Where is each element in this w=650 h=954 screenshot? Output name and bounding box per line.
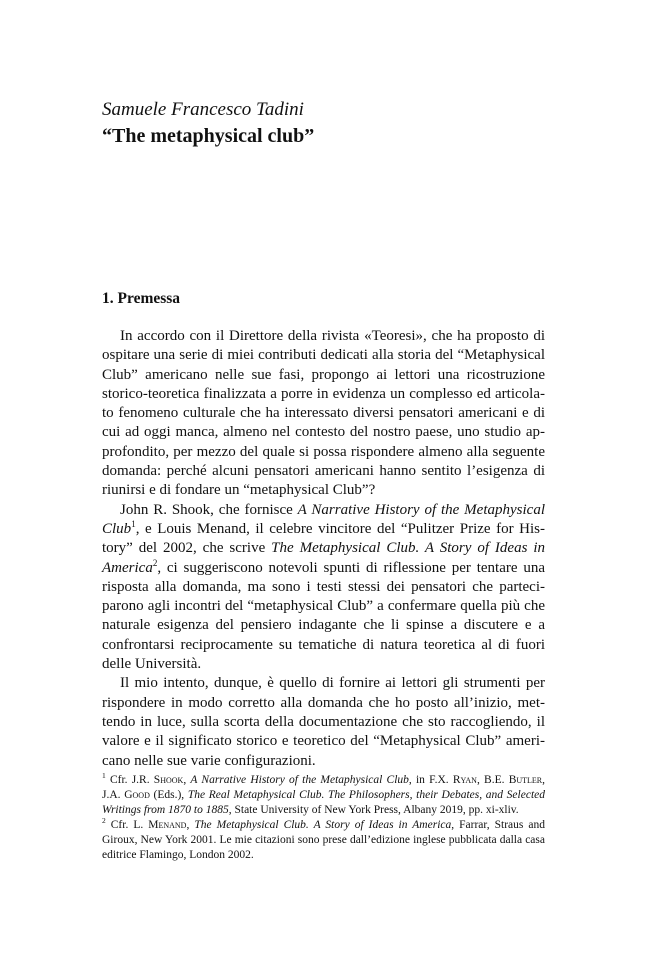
- paragraph-2-text-a: John R. Shook, che fornisce: [120, 501, 298, 518]
- footnote-1-book-title: The Real Metaphysical Club. The Philosophers, their Debates, and Selected Writings from 1870 to 1885: [102, 789, 545, 817]
- paragraph-2-text-d: , e Louis Menand, il celebre vincitore del “Pulitzer Prize for History” del 2002, che scrive: [102, 520, 545, 557]
- footnote-2: [102, 818, 545, 863]
- footnotes: [102, 773, 545, 864]
- paragraph-3: Il mio intento, dunque, è quello di fornire ai lettori gli strumenti per rispondere in modo corretto alla domanda che ho posto all’inizio, mettendo in luce, sulla scorta della documentazione che sto raccogliendo, il valore e il significato storico e teoretico del “Metaphysical Club” americano nelle sue varie configurazioni.: [102, 675, 545, 769]
- footnote-1-author-good: Good: [124, 789, 150, 802]
- footnote-1-text-i: , J.A.: [102, 774, 546, 802]
- footnote-1-author-shook: Shook: [153, 774, 184, 786]
- footnote-1-title: A Narrative History of the Metaphysical Club: [190, 774, 409, 786]
- footnote-ref-2[interactable]: 2: [152, 557, 158, 568]
- paragraph-2: [102, 501, 545, 675]
- footnote-2-text-e: , Farrar, Straus and Giroux, New York 2001. Le mie citazioni sono prese dall’edizione inglese pubblicata dalla casa editrice Flamingo, London 2002.: [102, 819, 545, 862]
- book-title-menand: The Metaphysical Club. A Story of Ideas in America: [102, 540, 546, 576]
- footnote-1-author-butler: Butler: [508, 774, 543, 786]
- footnote-1-text-e: , in F.X.: [408, 774, 453, 786]
- footnote-2-author-menand: Menand: [148, 819, 187, 832]
- footnote-1-text-m: , State University of New York Press, Albany 2019, pp. xi-xliv.: [228, 804, 519, 817]
- footnote-1-text-g: , B.E.: [476, 774, 509, 786]
- footnote-1-text-k: (Eds.),: [149, 789, 188, 802]
- footnote-2-number: 2: [102, 816, 106, 826]
- footnote-1-number: 1: [102, 771, 106, 781]
- footnote-2-title: The Metaphysical Club. A Story of Ideas in America: [194, 819, 452, 832]
- paragraph-1: In accordo con il Direttore della rivista «Teoresi», che ha proposto di ospitare una serie di miei contributi dedicati alla storia del “Metaphysical Club” americano nelle sue fasi, propongo ai lettori una ricostruzione storico-teoretica finalizzata a porre in evidenza un complesso ed articolato fenomeno culturale che ha interessato diversi pensatori americani e di cui ad oggi manca, almeno nel contesto del nostro paese, uno studio approfondito, per mezzo del quale si possa rispondere almeno alla seguente domanda: perché alcuni pensatori americani hanno sentito l’esigenza di riunirsi e di fondare un “metaphysical Club”?: [102, 328, 545, 499]
- footnote-1-text-a: Cfr. J.R.: [105, 774, 154, 786]
- footnote-1-text-c: ,: [183, 774, 191, 786]
- body-text: [102, 327, 545, 771]
- paragraph-2-text-g: , ci suggeriscono notevoli spunti di riflessione per tentare una risposta alla domanda, ma sono i testi stessi dei pensatori che parteciparono agli incontri del “metaphysical Club” a confermare quella più che naturale esigenza del pensiero indagante che li spinse a discutere e a confrontarsi reciprocamente su tematiche di natura teoretica al di fuori delle Università.: [102, 559, 545, 673]
- book-title-shook: A Narrative History of the Metaphysical Club: [102, 501, 545, 537]
- footnote-ref-1[interactable]: 1: [131, 518, 136, 529]
- footnote-1-author-ryan: Ryan: [452, 774, 477, 786]
- footnote-2-text-a: Cfr. L.: [105, 819, 149, 832]
- section-heading: 1. Premessa: [102, 290, 181, 307]
- footnote-1: [102, 773, 545, 818]
- author-name: Samuele Francesco Tadini: [102, 99, 304, 120]
- footnote-2-text-c: ,: [186, 819, 195, 832]
- article-title: “The metaphysical club”: [102, 125, 315, 147]
